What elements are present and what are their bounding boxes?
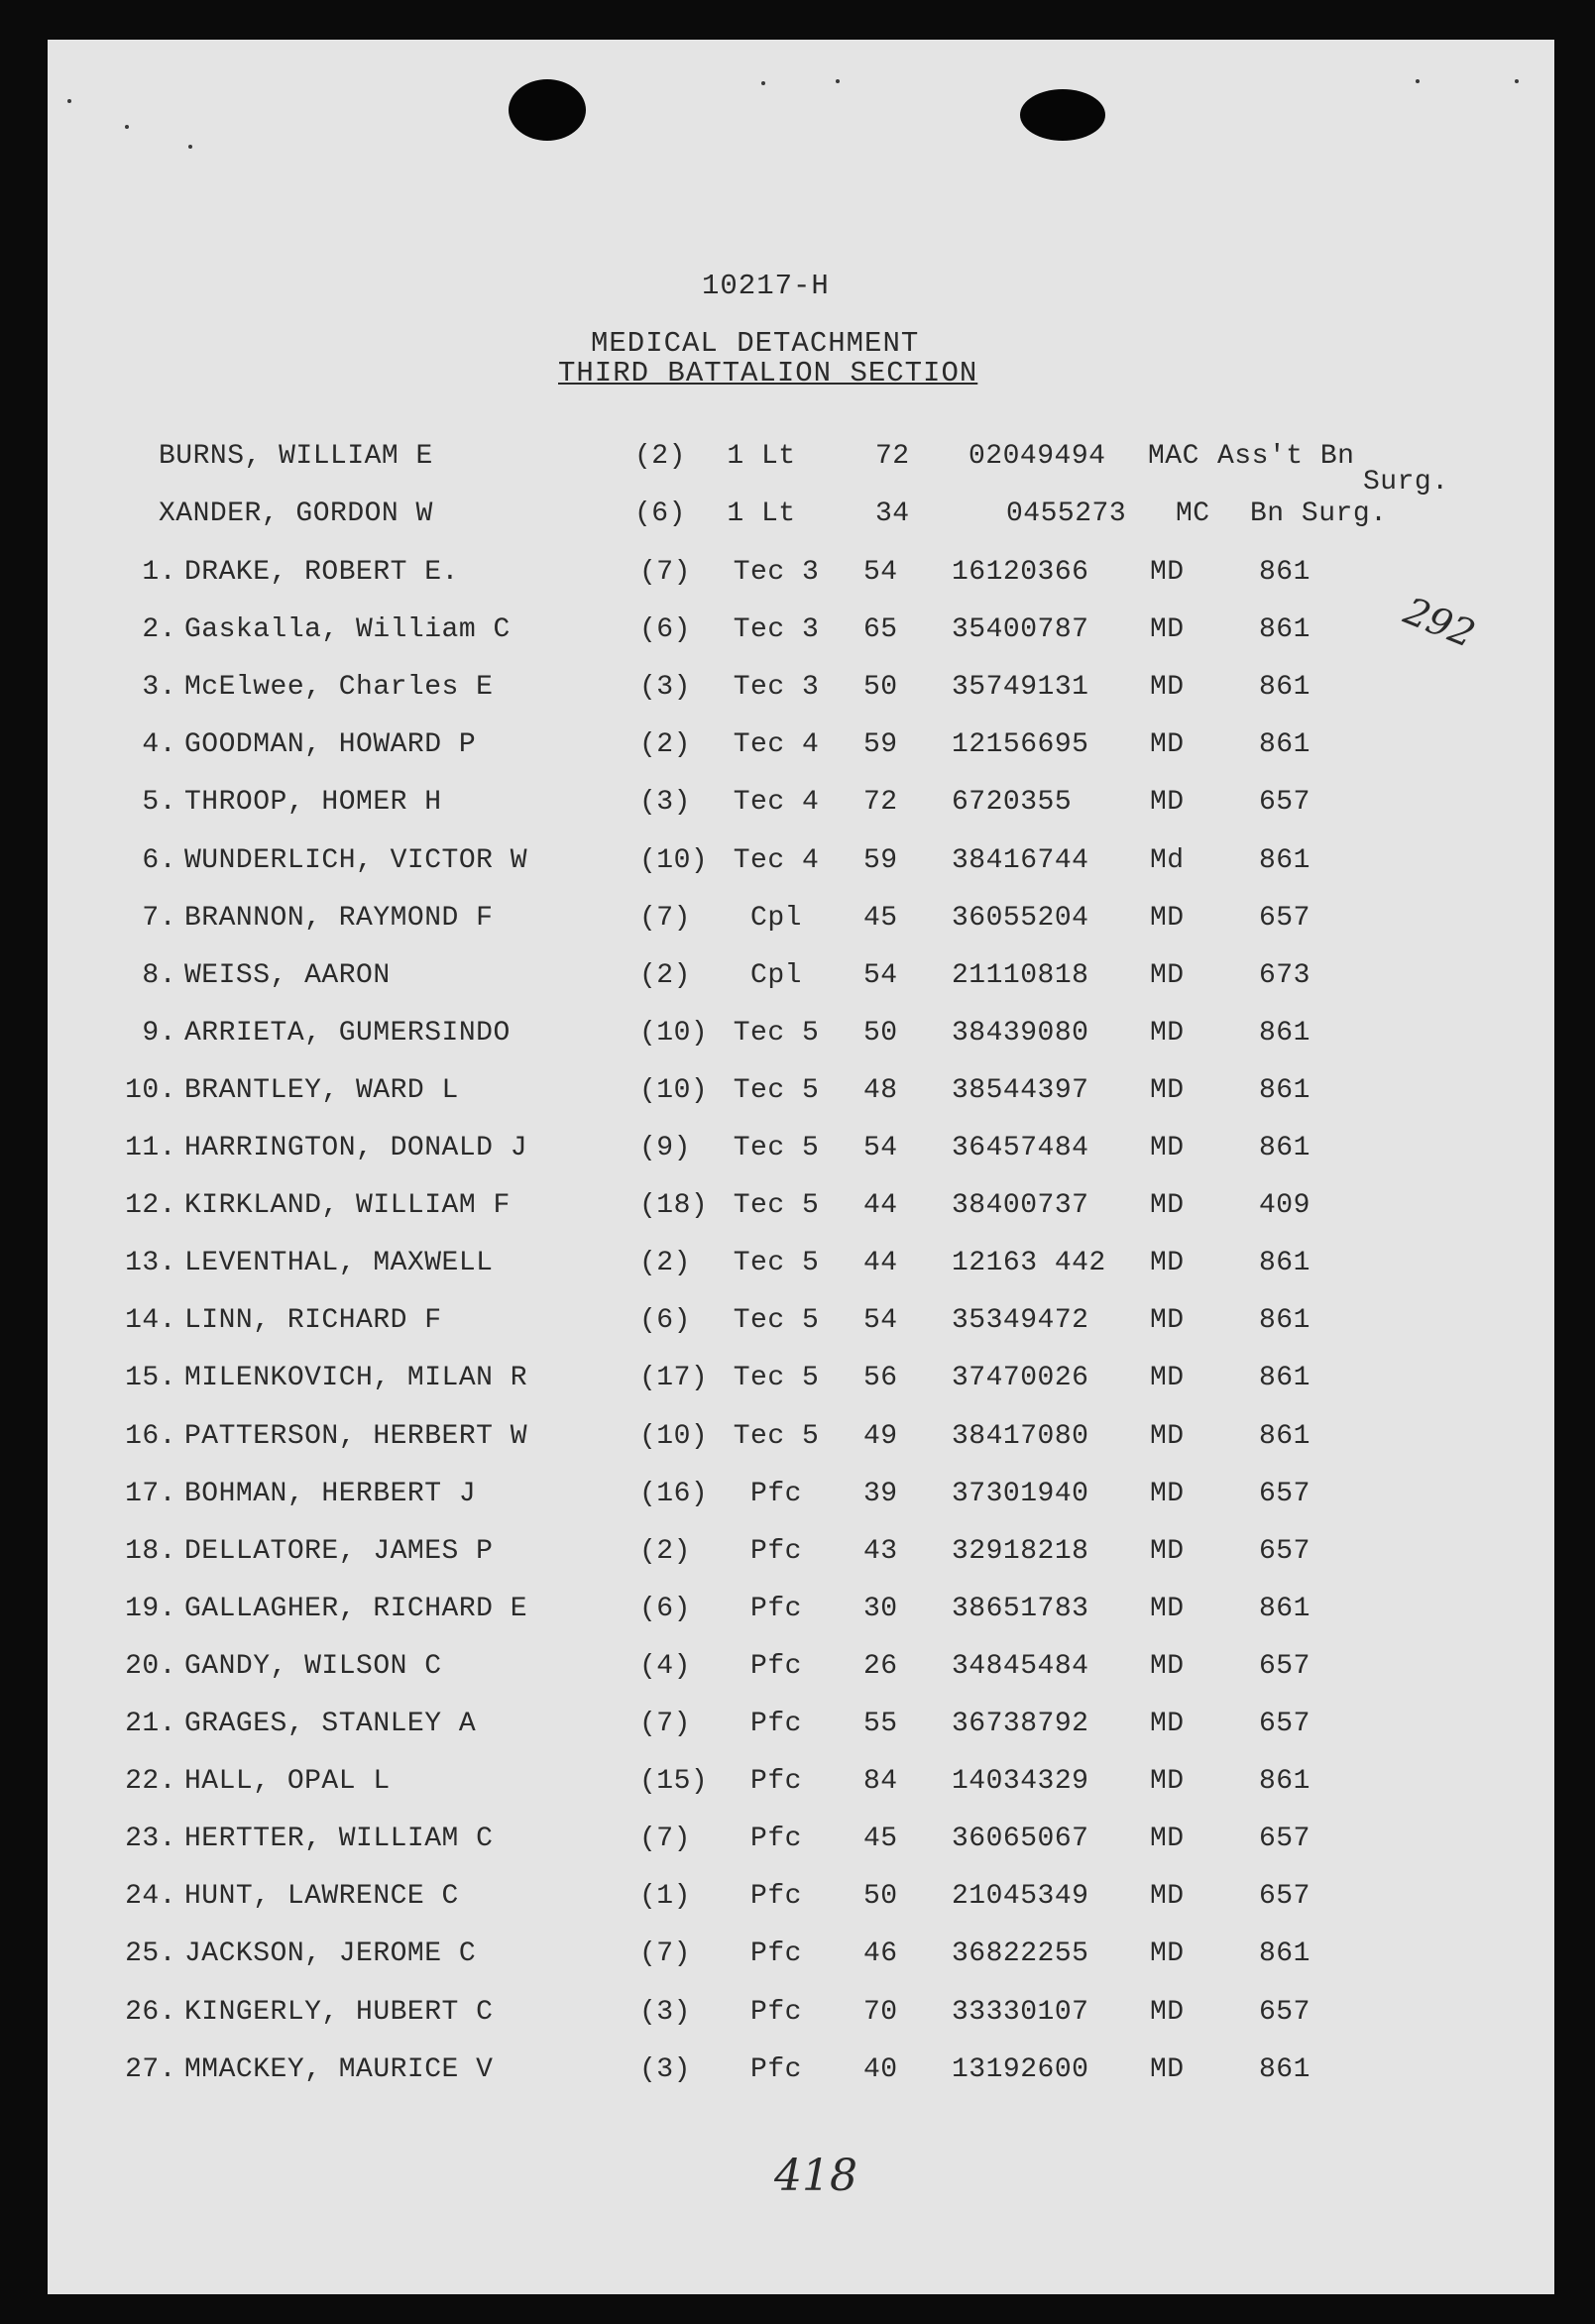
personnel-mos: 861	[1259, 1766, 1310, 1797]
personnel-age: 45	[863, 903, 898, 934]
personnel-name: GRAGES, STANLEY A	[184, 1709, 477, 1739]
personnel-grade: Pfc	[750, 1594, 802, 1624]
personnel-mos: 409	[1259, 1190, 1310, 1221]
personnel-grade: Tec 5	[733, 1248, 820, 1278]
personnel-mos: 861	[1259, 1938, 1310, 1969]
personnel-grade: Cpl	[750, 960, 802, 991]
personnel-unit: MD	[1150, 1594, 1185, 1624]
personnel-code: (4)	[639, 1651, 691, 1682]
personnel-name: KIRKLAND, WILLIAM F	[184, 1190, 511, 1221]
row-number: 22.	[125, 1766, 176, 1797]
personnel-mos: 861	[1259, 1594, 1310, 1624]
personnel-code: (10)	[639, 1075, 709, 1106]
row-number: 20.	[125, 1651, 176, 1682]
personnel-age: 50	[863, 1881, 898, 1912]
personnel-grade: Tec 5	[733, 1018, 820, 1049]
personnel-code: (7)	[639, 557, 691, 588]
personnel-name: GANDY, WILSON C	[184, 1651, 442, 1682]
personnel-mos: 657	[1259, 1824, 1310, 1854]
row-number: 1.	[142, 557, 176, 588]
row-number: 25.	[125, 1938, 176, 1969]
personnel-serial: 12156695	[952, 729, 1089, 760]
row-number: 24.	[125, 1881, 176, 1912]
personnel-mos: 861	[1259, 2054, 1310, 2085]
officer-serial: 02049494	[968, 441, 1106, 472]
personnel-mos: 861	[1259, 729, 1310, 760]
personnel-grade: Pfc	[750, 2054, 802, 2085]
personnel-unit: MD	[1150, 787, 1185, 818]
row-number: 26.	[125, 1997, 176, 2028]
speck	[1515, 79, 1519, 83]
speck	[761, 81, 765, 85]
personnel-mos: 861	[1259, 672, 1310, 703]
officer-serial: 0455273	[1006, 498, 1127, 529]
personnel-grade: Tec 4	[733, 845, 820, 876]
personnel-serial: 38400737	[952, 1190, 1089, 1221]
officer-age: 72	[875, 441, 910, 472]
personnel-code: (6)	[639, 614, 691, 645]
personnel-name: THROOP, HOMER H	[184, 787, 442, 818]
personnel-grade: Pfc	[750, 1536, 802, 1567]
personnel-code: (9)	[639, 1133, 691, 1163]
personnel-grade: Tec 5	[733, 1305, 820, 1336]
personnel-name: ARRIETA, GUMERSINDO	[184, 1018, 511, 1049]
personnel-mos: 861	[1259, 845, 1310, 876]
personnel-mos: 657	[1259, 903, 1310, 934]
document-sheet	[48, 40, 1554, 2294]
personnel-unit: MD	[1150, 1363, 1185, 1393]
personnel-grade: Pfc	[750, 1997, 802, 2028]
personnel-name: WEISS, AARON	[184, 960, 391, 991]
row-number: 12.	[125, 1190, 176, 1221]
personnel-name: MILENKOVICH, MILAN R	[184, 1363, 528, 1393]
row-number: 4.	[142, 729, 176, 760]
personnel-code: (7)	[639, 1709, 691, 1739]
personnel-name: HUNT, LAWRENCE C	[184, 1881, 459, 1912]
row-number: 19.	[125, 1594, 176, 1624]
personnel-unit: MD	[1150, 1421, 1185, 1452]
personnel-age: 48	[863, 1075, 898, 1106]
officer-grade: 1 Lt	[727, 498, 796, 529]
personnel-grade: Pfc	[750, 1766, 802, 1797]
personnel-serial: 38544397	[952, 1075, 1089, 1106]
personnel-age: 55	[863, 1709, 898, 1739]
personnel-age: 54	[863, 960, 898, 991]
personnel-age: 50	[863, 1018, 898, 1049]
personnel-serial: 12163 442	[952, 1248, 1106, 1278]
personnel-unit: MD	[1150, 1479, 1185, 1509]
personnel-age: 54	[863, 557, 898, 588]
officer-name: XANDER, GORDON W	[159, 498, 433, 529]
row-number: 17.	[125, 1479, 176, 1509]
heading-line-1: MEDICAL DETACHMENT	[591, 327, 920, 360]
personnel-serial: 33330107	[952, 1997, 1089, 2028]
personnel-code: (18)	[639, 1190, 709, 1221]
personnel-serial: 37301940	[952, 1479, 1089, 1509]
personnel-age: 46	[863, 1938, 898, 1969]
personnel-grade: Pfc	[750, 1651, 802, 1682]
personnel-age: 30	[863, 1594, 898, 1624]
officer-duty-line2: Surg.	[1363, 467, 1449, 498]
personnel-name: McElwee, Charles E	[184, 672, 494, 703]
officer-grade: 1 Lt	[727, 441, 796, 472]
personnel-name: BOHMAN, HERBERT J	[184, 1479, 477, 1509]
personnel-unit: MD	[1150, 960, 1185, 991]
officer-duty-line1: Ass't Bn	[1217, 441, 1355, 472]
personnel-name: WUNDERLICH, VICTOR W	[184, 845, 528, 876]
personnel-unit: MD	[1150, 1075, 1185, 1106]
personnel-age: 54	[863, 1133, 898, 1163]
personnel-serial: 36457484	[952, 1133, 1089, 1163]
personnel-mos: 861	[1259, 1363, 1310, 1393]
personnel-age: 70	[863, 1997, 898, 2028]
personnel-code: (3)	[639, 787, 691, 818]
personnel-grade: Tec 3	[733, 557, 820, 588]
personnel-grade: Cpl	[750, 903, 802, 934]
personnel-age: 56	[863, 1363, 898, 1393]
speck	[188, 145, 192, 149]
row-number: 16.	[125, 1421, 176, 1452]
row-number: 27.	[125, 2054, 176, 2085]
row-number: 10.	[125, 1075, 176, 1106]
personnel-name: HALL, OPAL L	[184, 1766, 391, 1797]
personnel-age: 45	[863, 1824, 898, 1854]
personnel-serial: 38439080	[952, 1018, 1089, 1049]
personnel-grade: Pfc	[750, 1824, 802, 1854]
personnel-serial: 37470026	[952, 1363, 1089, 1393]
personnel-unit: MD	[1150, 1190, 1185, 1221]
personnel-code: (3)	[639, 2054, 691, 2085]
personnel-mos: 657	[1259, 1709, 1310, 1739]
row-number: 8.	[142, 960, 176, 991]
personnel-grade: Tec 5	[733, 1421, 820, 1452]
personnel-age: 49	[863, 1421, 898, 1452]
personnel-code: (2)	[639, 729, 691, 760]
personnel-serial: 35400787	[952, 614, 1089, 645]
personnel-grade: Pfc	[750, 1938, 802, 1969]
personnel-mos: 657	[1259, 1536, 1310, 1567]
personnel-code: (7)	[639, 1938, 691, 1969]
personnel-serial: 14034329	[952, 1766, 1089, 1797]
personnel-unit: MD	[1150, 1248, 1185, 1278]
personnel-code: (10)	[639, 845, 709, 876]
personnel-age: 50	[863, 672, 898, 703]
personnel-grade: Tec 5	[733, 1190, 820, 1221]
personnel-serial: 38651783	[952, 1594, 1089, 1624]
officer-code: (6)	[634, 498, 686, 529]
personnel-mos: 657	[1259, 1651, 1310, 1682]
personnel-serial: 38416744	[952, 845, 1089, 876]
personnel-serial: 16120366	[952, 557, 1089, 588]
personnel-code: (6)	[639, 1305, 691, 1336]
personnel-unit: MD	[1150, 1651, 1185, 1682]
personnel-mos: 861	[1259, 1133, 1310, 1163]
personnel-serial: 6720355	[952, 787, 1073, 818]
personnel-unit: MD	[1150, 1133, 1185, 1163]
speck	[125, 125, 129, 129]
personnel-age: 44	[863, 1248, 898, 1278]
personnel-code: (7)	[639, 1824, 691, 1854]
personnel-mos: 861	[1259, 557, 1310, 588]
personnel-mos: 657	[1259, 1479, 1310, 1509]
personnel-name: HERTTER, WILLIAM C	[184, 1824, 494, 1854]
personnel-grade: Tec 5	[733, 1133, 820, 1163]
row-number: 23.	[125, 1824, 176, 1854]
personnel-name: DRAKE, ROBERT E.	[184, 557, 459, 588]
personnel-serial: 21110818	[952, 960, 1089, 991]
personnel-name: GOODMAN, HOWARD P	[184, 729, 477, 760]
personnel-serial: 35749131	[952, 672, 1089, 703]
row-number: 21.	[125, 1709, 176, 1739]
row-number: 7.	[142, 903, 176, 934]
personnel-unit: MD	[1150, 1018, 1185, 1049]
personnel-mos: 861	[1259, 1075, 1310, 1106]
personnel-age: 40	[863, 2054, 898, 2085]
personnel-code: (2)	[639, 1536, 691, 1567]
row-number: 2.	[142, 614, 176, 645]
personnel-serial: 32918218	[952, 1536, 1089, 1567]
personnel-grade: Pfc	[750, 1881, 802, 1912]
personnel-grade: Pfc	[750, 1479, 802, 1509]
row-number: 5.	[142, 787, 176, 818]
personnel-serial: 13192600	[952, 2054, 1089, 2085]
officer-unit: MC	[1176, 498, 1210, 529]
personnel-serial: 35349472	[952, 1305, 1089, 1336]
personnel-code: (15)	[639, 1766, 709, 1797]
personnel-grade: Tec 3	[733, 672, 820, 703]
officer-unit: MAC	[1148, 441, 1199, 472]
personnel-serial: 34845484	[952, 1651, 1089, 1682]
personnel-unit: MD	[1150, 614, 1185, 645]
personnel-name: PATTERSON, HERBERT W	[184, 1421, 528, 1452]
file-code: 10217-H	[702, 270, 830, 302]
heading-line-2: THIRD BATTALION SECTION	[558, 357, 978, 389]
personnel-code: (7)	[639, 903, 691, 934]
personnel-mos: 657	[1259, 1881, 1310, 1912]
personnel-unit: MD	[1150, 1938, 1185, 1969]
personnel-unit: MD	[1150, 1536, 1185, 1567]
personnel-mos: 673	[1259, 960, 1310, 991]
punch-hole-right	[1020, 89, 1105, 141]
personnel-code: (16)	[639, 1479, 709, 1509]
personnel-age: 84	[863, 1766, 898, 1797]
row-number: 14.	[125, 1305, 176, 1336]
personnel-mos: 861	[1259, 1305, 1310, 1336]
personnel-name: JACKSON, JEROME C	[184, 1938, 477, 1969]
row-number: 6.	[142, 845, 176, 876]
officer-age: 34	[875, 498, 910, 529]
row-number: 11.	[125, 1133, 176, 1163]
personnel-unit: MD	[1150, 1766, 1185, 1797]
personnel-code: (2)	[639, 960, 691, 991]
personnel-name: Gaskalla, William C	[184, 614, 511, 645]
personnel-code: (2)	[639, 1248, 691, 1278]
personnel-serial: 36065067	[952, 1824, 1089, 1854]
personnel-mos: 861	[1259, 1248, 1310, 1278]
row-number: 3.	[142, 672, 176, 703]
personnel-grade: Tec 4	[733, 787, 820, 818]
personnel-name: BRANNON, RAYMOND F	[184, 903, 494, 934]
personnel-age: 26	[863, 1651, 898, 1682]
personnel-unit: MD	[1150, 1881, 1185, 1912]
personnel-serial: 38417080	[952, 1421, 1089, 1452]
personnel-code: (3)	[639, 672, 691, 703]
personnel-name: HARRINGTON, DONALD J	[184, 1133, 528, 1163]
personnel-code: (3)	[639, 1997, 691, 2028]
personnel-unit: MD	[1150, 903, 1185, 934]
personnel-unit: MD	[1150, 672, 1185, 703]
punch-hole-left	[509, 79, 586, 141]
personnel-unit: Md	[1150, 845, 1185, 876]
row-number: 9.	[142, 1018, 176, 1049]
personnel-name: LEVENTHAL, MAXWELL	[184, 1248, 494, 1278]
personnel-code: (6)	[639, 1594, 691, 1624]
personnel-code: (10)	[639, 1421, 709, 1452]
personnel-unit: MD	[1150, 557, 1185, 588]
personnel-code: (10)	[639, 1018, 709, 1049]
personnel-age: 39	[863, 1479, 898, 1509]
personnel-mos: 657	[1259, 1997, 1310, 2028]
personnel-age: 44	[863, 1190, 898, 1221]
personnel-age: 54	[863, 1305, 898, 1336]
personnel-age: 65	[863, 614, 898, 645]
speck	[1416, 79, 1420, 83]
personnel-name: DELLATORE, JAMES P	[184, 1536, 494, 1567]
officer-name: BURNS, WILLIAM E	[159, 441, 433, 472]
personnel-name: MMACKEY, MAURICE V	[184, 2054, 494, 2085]
personnel-age: 43	[863, 1536, 898, 1567]
personnel-name: GALLAGHER, RICHARD E	[184, 1594, 528, 1624]
speck	[836, 79, 840, 83]
personnel-serial: 36055204	[952, 903, 1089, 934]
personnel-serial: 21045349	[952, 1881, 1089, 1912]
personnel-name: BRANTLEY, WARD L	[184, 1075, 459, 1106]
personnel-mos: 861	[1259, 614, 1310, 645]
personnel-grade: Tec 5	[733, 1075, 820, 1106]
speck	[67, 99, 71, 103]
personnel-unit: MD	[1150, 729, 1185, 760]
personnel-mos: 657	[1259, 787, 1310, 818]
personnel-serial: 36822255	[952, 1938, 1089, 1969]
personnel-mos: 861	[1259, 1018, 1310, 1049]
personnel-grade: Tec 4	[733, 729, 820, 760]
personnel-unit: MD	[1150, 1709, 1185, 1739]
row-number: 15.	[125, 1363, 176, 1393]
personnel-unit: MD	[1150, 2054, 1185, 2085]
personnel-mos: 861	[1259, 1421, 1310, 1452]
officer-code: (2)	[634, 441, 686, 472]
personnel-serial: 36738792	[952, 1709, 1089, 1739]
personnel-grade: Pfc	[750, 1709, 802, 1739]
personnel-name: LINN, RICHARD F	[184, 1305, 442, 1336]
personnel-unit: MD	[1150, 1305, 1185, 1336]
personnel-grade: Tec 5	[733, 1363, 820, 1393]
personnel-unit: MD	[1150, 1824, 1185, 1854]
personnel-unit: MD	[1150, 1997, 1185, 2028]
margin-number: 292	[1398, 589, 1482, 656]
row-number: 13.	[125, 1248, 176, 1278]
row-number: 18.	[125, 1536, 176, 1567]
page-number: 418	[774, 2151, 857, 2201]
personnel-grade: Tec 3	[733, 614, 820, 645]
personnel-age: 59	[863, 729, 898, 760]
personnel-age: 72	[863, 787, 898, 818]
personnel-name: KINGERLY, HUBERT C	[184, 1997, 494, 2028]
personnel-code: (1)	[639, 1881, 691, 1912]
officer-duty-line1: Bn Surg.	[1250, 498, 1388, 529]
personnel-age: 59	[863, 845, 898, 876]
personnel-code: (17)	[639, 1363, 709, 1393]
